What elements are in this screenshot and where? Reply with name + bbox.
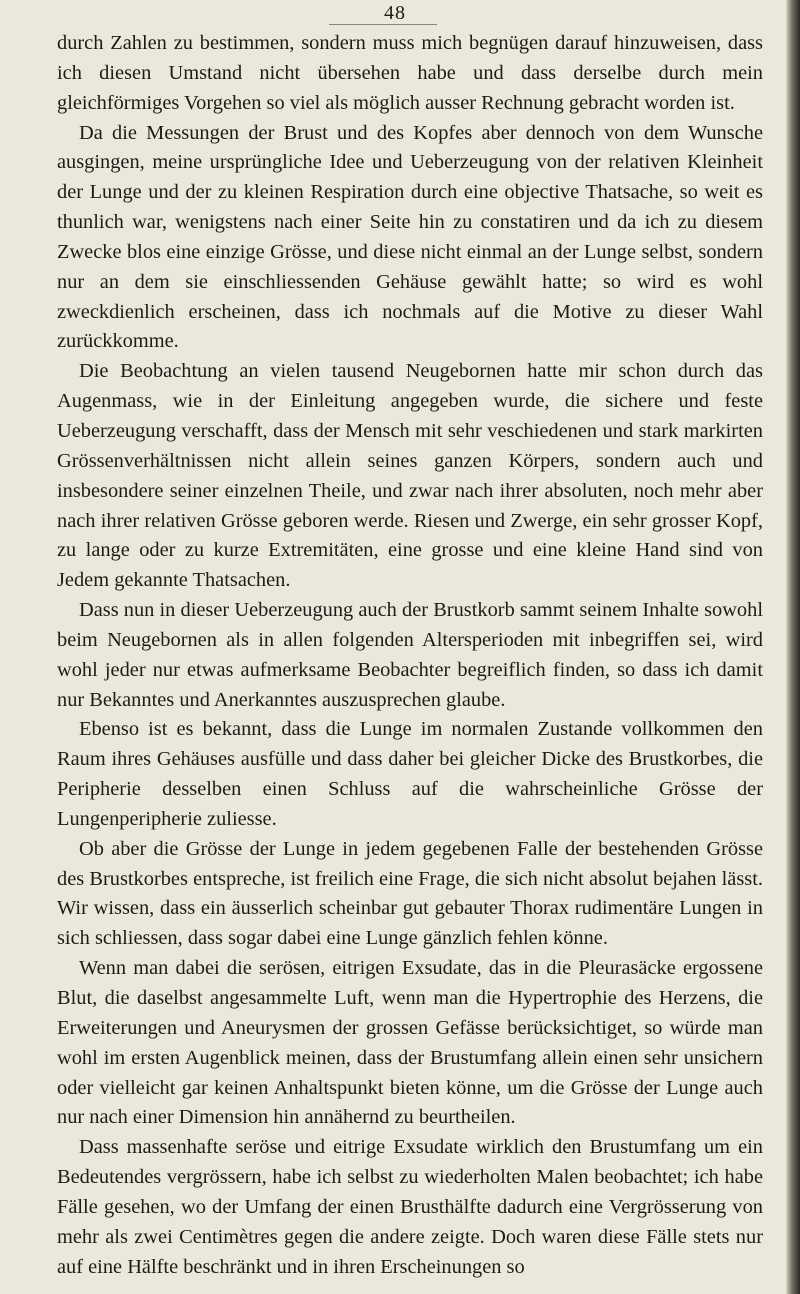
page-edge-shadow [786, 0, 800, 1294]
paragraph-exsudates: Wenn man dabei die serösen, eitrigen Exsudate, das in die Pleurasäcke ergossene Blut, die daselbst angesammelte Luft, wenn man die Hypertrophie des Herzens, die Erweiterungen und Aneurysmen der grossen Gefässe berücksichtiget, so würde man wohl im ersten Augenblick meinen, dass der Brustumfang allein einen sehr unsichern oder vielleicht gar keinen Anhaltspunkt bieten könne, um die Grösse der Lunge auch nur nach einer Dimension hin annähernd zu beurtheilen. [57, 957, 763, 1129]
paragraph-thorax-conviction: Dass nun in dieser Ueberzeugung auch der Brustkorb sammt seinem Inhalte sowohl beim Neugebornen als in allen folgenden Altersperioden mit inbegriffen sei, wird wohl jeder nur etwas aufmerksame Beobachter begreiflich finden, so dass ich damit nur Bekanntes und Anerkanntes auszusprechen glaube. [57, 599, 763, 711]
paragraph-observed-cases: Dass massenhafte seröse und eitrige Exsudate wirklich den Brustumfang um ein Bedeutendes vergrössern, habe ich selbst zu wiederholten Malen beobachtet; ich habe Fälle gesehen, wo der Umfang der einen Brusthälfte dadurch eine Vergrösserung von mehr als zwei Centimètres gegen die andere zeigte. Doch waren diese Fälle stets nur auf eine Hälfte beschränkt und in ihren Erscheinungen so [57, 1136, 763, 1278]
paragraph-lung-fills-cavity: Ebenso ist es bekannt, dass die Lunge im normalen Zustande vollkommen den Raum ihres Gehäuses ausfülle und dass daher bei gleicher Dicke des Brustkorbes, die Peripherie desselben einen Schluss auf die wahrscheinliche Grösse der Lungenperipherie zuliesse. [57, 718, 763, 830]
paragraph-observation-newborns: Die Beobachtung an vielen tausend Neugebornen hatte mir schon durch das Augenmass, wie in der Einleitung angegeben wurde, die sichere und feste Ueberzeugung verschafft, dass der Mensch mit sehr veschiedenen und stark markirten Grössenverhältnissen nicht allein seines ganzen Körpers, sondern auch und insbesondere seiner einzelnen Theile, und zwar nach ihrer absoluten, noch mehr aber nach ihrer relativen Grösse geboren werde. Riesen und Zwerge, ein sehr grosser Kopf, zu lange oder zu kurze Extremitäten, eine grosse und eine kleine Hand sind von Jedem gekannte Thatsachen. [57, 360, 763, 592]
paragraph-lung-size-question: Ob aber die Grösse der Lunge in jedem gegebenen Falle der bestehenden Grösse des Brustkorbes entspreche, ist freilich eine Frage, die sich nicht absolut bejahen lässt. Wir wissen, dass ein äusserlich scheinbar gut gebauter Thorax rudimentäre Lungen in sich schliessen, dass sogar dabei eine Lunge gänzlich fehlen könne. [57, 837, 763, 950]
paragraph-measurements-motive: Da die Messungen der Brust und des Kopfes aber dennoch von dem Wunsche ausgingen, meine ursprüngliche Idee und Ueberzeugung von der relativen Kleinheit der Lunge und der zu kleinen Respiration durch eine objective Thatsache, so weit es thunlich war, wenigstens nach einer Seite hin zu constatiren und da ich zu diesem Zwecke blos eine einzige Grösse, und diese nicht einmal an der Lunge selbst, sondern nur an dem sie einschliessenden Gehäuse gewählt hatte; so wird es wohl zweckdienlich erscheinen, dass ich nochmals auf die Motive zu dieser Wahl zurückkomme. [57, 121, 763, 353]
body-text [57, 29, 763, 1282]
page-number: 48 [384, 2, 406, 24]
header-rule [329, 24, 437, 25]
paragraph-continuation: durch Zahlen zu bestimmen, sondern muss mich begnügen darauf hinzuweisen, dass ich diesen Umstand nicht übersehen habe und dass derselbe durch mein gleichförmiges Vorgehen so viel als möglich ausser Rechnung gebracht worden ist. [57, 32, 763, 114]
